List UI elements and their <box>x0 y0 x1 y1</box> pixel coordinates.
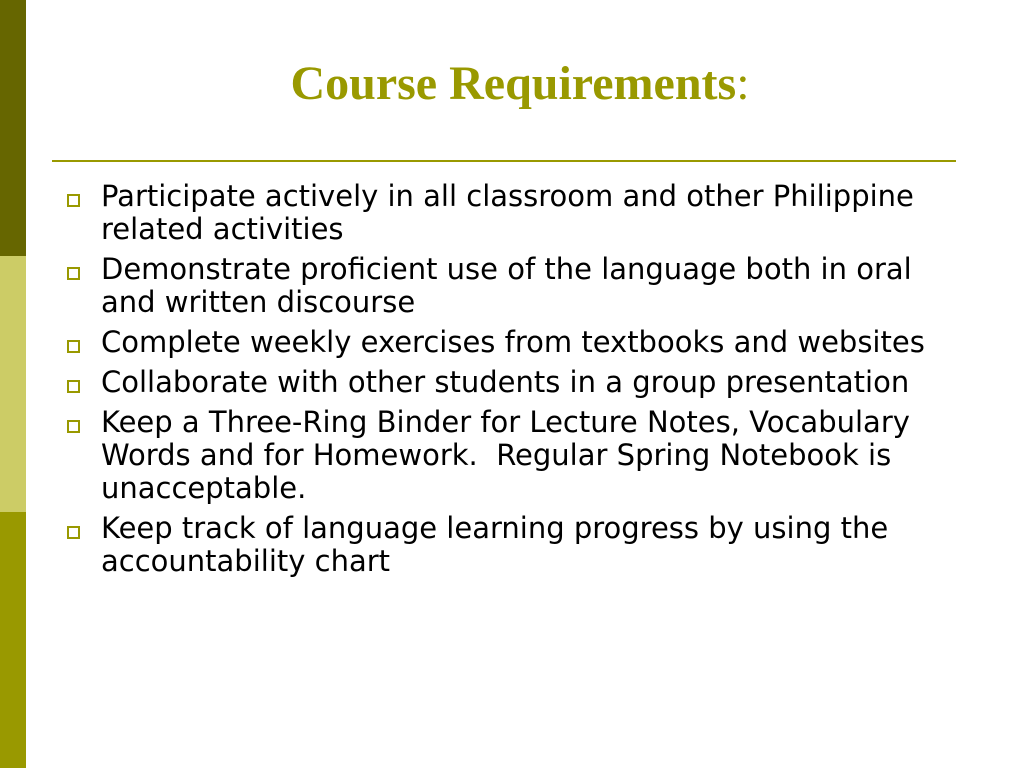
side-bar-dark-segment <box>0 0 26 256</box>
bullet-list <box>64 180 964 585</box>
title-divider <box>52 160 956 162</box>
slide-title-colon: : <box>736 57 750 111</box>
slide-title <box>60 52 980 116</box>
side-decoration-bar <box>0 0 26 768</box>
hollow-square-bullet-icon <box>67 267 80 280</box>
hollow-square-bullet-icon <box>67 380 80 393</box>
side-bar-olive-segment <box>0 512 26 768</box>
hollow-square-bullet-icon <box>67 526 80 539</box>
slide-title-text: Course Requirements <box>290 57 737 111</box>
bullet-text: Participate actively in all classroom and other Philippine related activities <box>101 179 924 246</box>
hollow-square-bullet-icon <box>67 420 80 433</box>
bullet-text: Complete weekly exercises from textbooks and websites <box>101 325 925 359</box>
bullet-item <box>64 180 964 246</box>
bullet-item <box>64 366 964 399</box>
bullet-item <box>64 326 964 359</box>
hollow-square-bullet-icon <box>67 340 80 353</box>
bullet-item <box>64 512 964 578</box>
side-bar-light-segment <box>0 256 26 512</box>
bullet-text: Keep track of language learning progress by using the accountability chart <box>101 511 898 578</box>
bullet-item <box>64 406 964 505</box>
bullet-text: Keep a Three-Ring Binder for Lecture Notes, Vocabulary Words and for Homework. Regular Spring Notebook is unacceptable. <box>101 405 920 505</box>
hollow-square-bullet-icon <box>67 194 80 207</box>
bullet-item <box>64 253 964 319</box>
bullet-text: Demonstrate proficient use of the language both in oral and written discourse <box>101 252 921 319</box>
bullet-text: Collaborate with other students in a group presentation <box>101 365 910 399</box>
